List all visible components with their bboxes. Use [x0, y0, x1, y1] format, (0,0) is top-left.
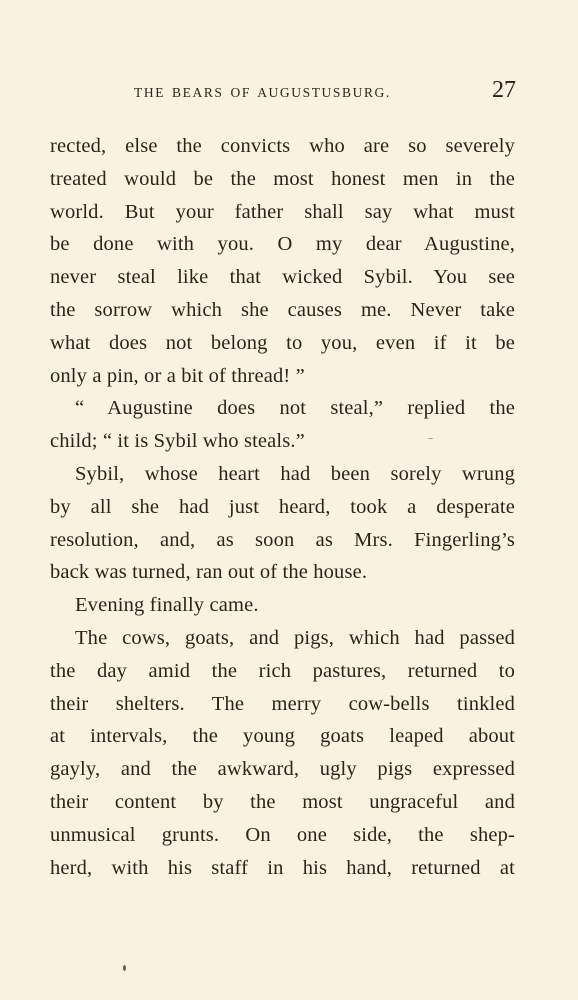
ink-speck: [123, 965, 126, 971]
text-line: what does not belong to you, even if it be: [50, 331, 515, 354]
text-line: back was turned, ran out of the house.: [50, 561, 368, 584]
text-line: treated would be the most honest men in the: [50, 167, 515, 190]
running-title: THE BEARS OF AUGUSTUSBURG.: [134, 85, 391, 100]
text-line: Evening finally came.: [75, 594, 259, 617]
text-line: herd, with his staff in his hand, returned at: [50, 856, 515, 879]
running-head: [50, 76, 520, 106]
text-line: only a pin, or a bit of thread! ”: [50, 364, 305, 387]
text-line: world. But your father shall say what must: [50, 200, 515, 223]
text-line: the day amid the rich pastures, returned to: [50, 659, 515, 682]
ink-speck: [428, 438, 433, 439]
text-line: child; “ it is Sybil who steals.”: [50, 430, 305, 453]
text-line: unmusical grunts. On one side, the shep-: [50, 823, 515, 846]
text-line: never steal like that wicked Sybil. You see: [50, 266, 515, 289]
text-line: rected, else the convicts who are so severely: [50, 135, 515, 157]
text-line: resolution, and, as soon as Mrs. Fingerling’s: [50, 528, 515, 551]
text-line: gayly, and the awkward, ugly pigs expressed: [50, 758, 515, 781]
body-text: [50, 130, 515, 884]
text-line: their content by the most ungraceful and: [50, 790, 515, 813]
text-line: Sybil, whose heart had been sorely wrung: [75, 462, 515, 485]
text-line: be done with you. O my dear Augustine,: [50, 233, 515, 256]
text-line: The cows, goats, and pigs, which had passed: [75, 626, 515, 649]
text-line: their shelters. The merry cow-bells tinkled: [50, 692, 515, 715]
text-line: by all she had just heard, took a desperate: [50, 495, 515, 518]
text-line: “ Augustine does not steal,” replied the: [75, 397, 515, 420]
page-number: 27: [492, 77, 516, 103]
text-line: at intervals, the young goats leaped about: [50, 725, 515, 748]
text-line: the sorrow which she causes me. Never take: [50, 298, 515, 321]
